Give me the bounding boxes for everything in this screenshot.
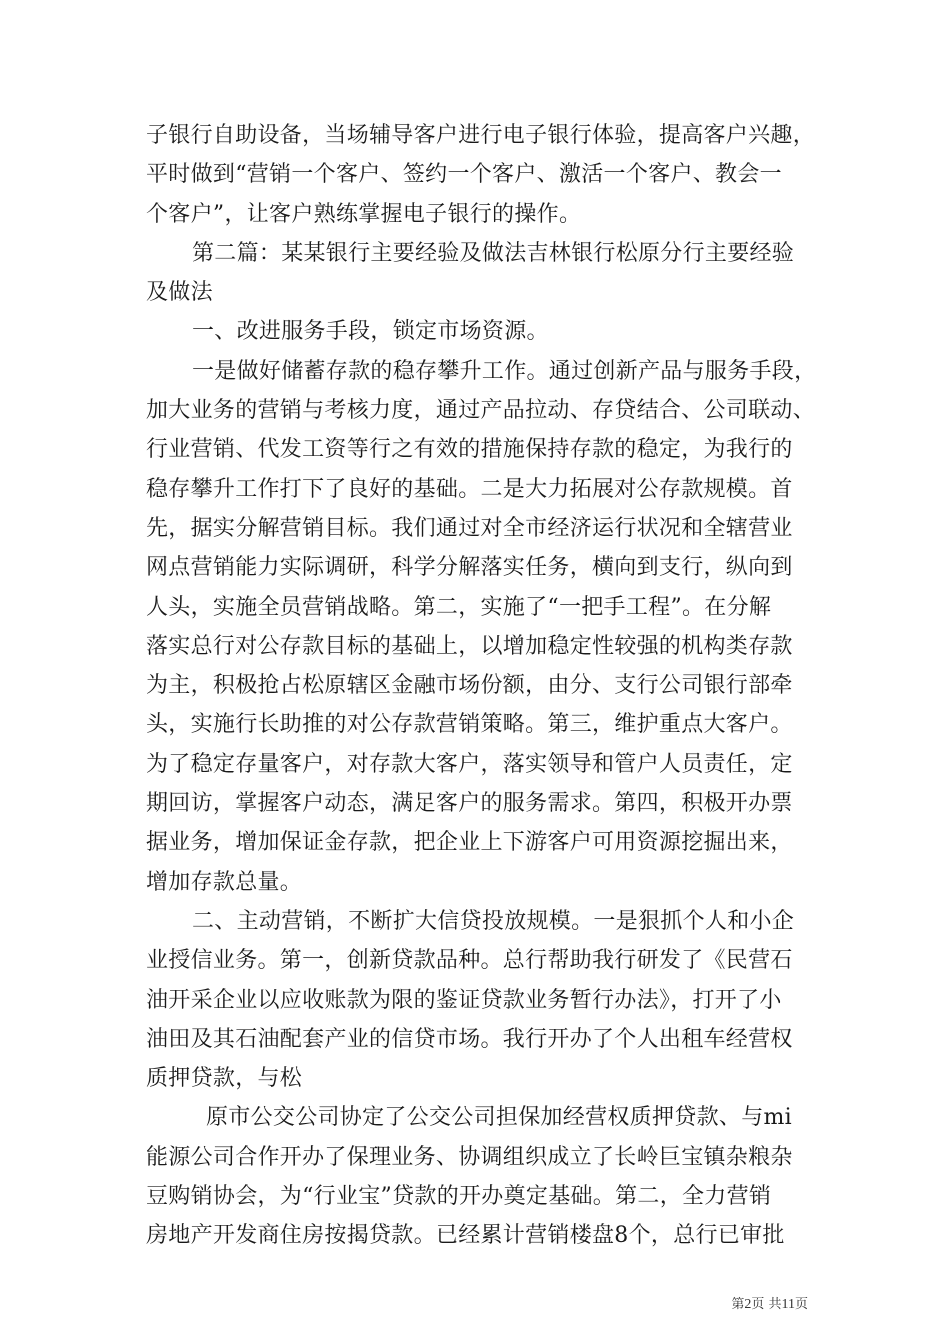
paragraph-start: 原市公交公司协定了公交公司担保加经营权质押贷款、与mi: [206, 1105, 792, 1131]
document-body: [146, 116, 818, 1256]
text-line: 头，实施行长助推的对公存款营销策略。第三，维护重点大客户。: [146, 712, 793, 738]
text-line: 油开采企业以应收账款为限的鉴证贷款业务暂行办法》，打开了小: [146, 987, 782, 1013]
text-line: 期回访，掌握客户动态，满足客户的服务需求。第四，积极开办票: [146, 791, 793, 817]
text-line: 为了稳定存量客户，对存款大客户，落实领导和管户人员责任，定: [146, 751, 793, 777]
text-line: 油田及其石油配套产业的信贷市场。我行开办了个人出租车经营权: [146, 1026, 793, 1052]
paragraph-start: 一是做好储蓄存款的稳存攀升工作。通过创新产品与服务手段，: [192, 358, 817, 384]
text-line: 能源公司合作开办了保理业务、协调组织成立了长岭巨宝镇杂粮杂: [146, 1144, 793, 1170]
section-heading-continued: 及做法: [146, 280, 213, 306]
text-line: 质押贷款，与松: [146, 1066, 303, 1092]
page-middle: 页 共: [751, 1297, 782, 1312]
page-suffix: 页: [794, 1297, 808, 1312]
total-pages: 11: [781, 1297, 795, 1312]
text-line: 网点营销能力实际调研，科学分解落实任务，横向到支行，纵向到: [146, 555, 793, 581]
text-line: 先，据实分解营销目标。我们通过对全市经济运行状况和全辖营业: [146, 515, 793, 541]
page-prefix: 第: [731, 1297, 745, 1312]
text-line: 个客户”，让客户熟练掌握电子银行的操作。: [146, 201, 582, 227]
text-line: 加大业务的营销与考核力度，通过产品拉动、存贷结合、公司联动、: [146, 398, 816, 424]
text-line: 业授信业务。第一，创新贷款品种。总行帮助我行研发了《民营石: [146, 948, 793, 974]
text-line: 据业务，增加保证金存款，把企业上下游客户可用资源挖掘出来，: [146, 830, 793, 856]
text-line: 落实总行对公存款目标的基础上，以增加稳定性较强的机构类存款: [146, 633, 793, 659]
text-line: 平时做到“营销一个客户、签约一个客户、激活一个客户、教会一: [146, 162, 782, 188]
page-number: [731, 1295, 808, 1315]
subsection-heading: 一、改进服务手段，锁定市场资源。: [192, 319, 549, 345]
text-line: 增加存款总量。: [146, 869, 303, 895]
text-line: 房地产开发商住房按揭贷款。已经累计营销楼盘8个，总行已审批: [146, 1223, 785, 1249]
section-heading: 第二篇：某某银行主要经验及做法吉林银行松原分行主要经验: [192, 240, 795, 266]
current-page: 2: [744, 1297, 752, 1312]
page-footer: [0, 1295, 950, 1315]
paragraph-start: 二、主动营销，不断扩大信贷投放规模。一是狠抓个人和小企: [192, 908, 795, 934]
text-line: 行业营销、代发工资等行之有效的措施保持存款的稳定，为我行的: [146, 437, 793, 463]
text-line: 豆购销协会，为“行业宝”贷款的开办奠定基础。第二，全力营销: [146, 1184, 772, 1210]
text-line: 为主，积极抢占松原辖区金融市场份额，由分、支行公司银行部牵: [146, 673, 793, 699]
text-line: 稳存攀升工作打下了良好的基础。二是大力拓展对公存款规模。首: [146, 476, 793, 502]
text-line: 人头，实施全员营销战略。第二，实施了“一把手工程”。在分解: [146, 594, 772, 620]
text-line: 子银行自助设备，当场辅导客户进行电子银行体验，提高客户兴趣，: [146, 123, 816, 148]
